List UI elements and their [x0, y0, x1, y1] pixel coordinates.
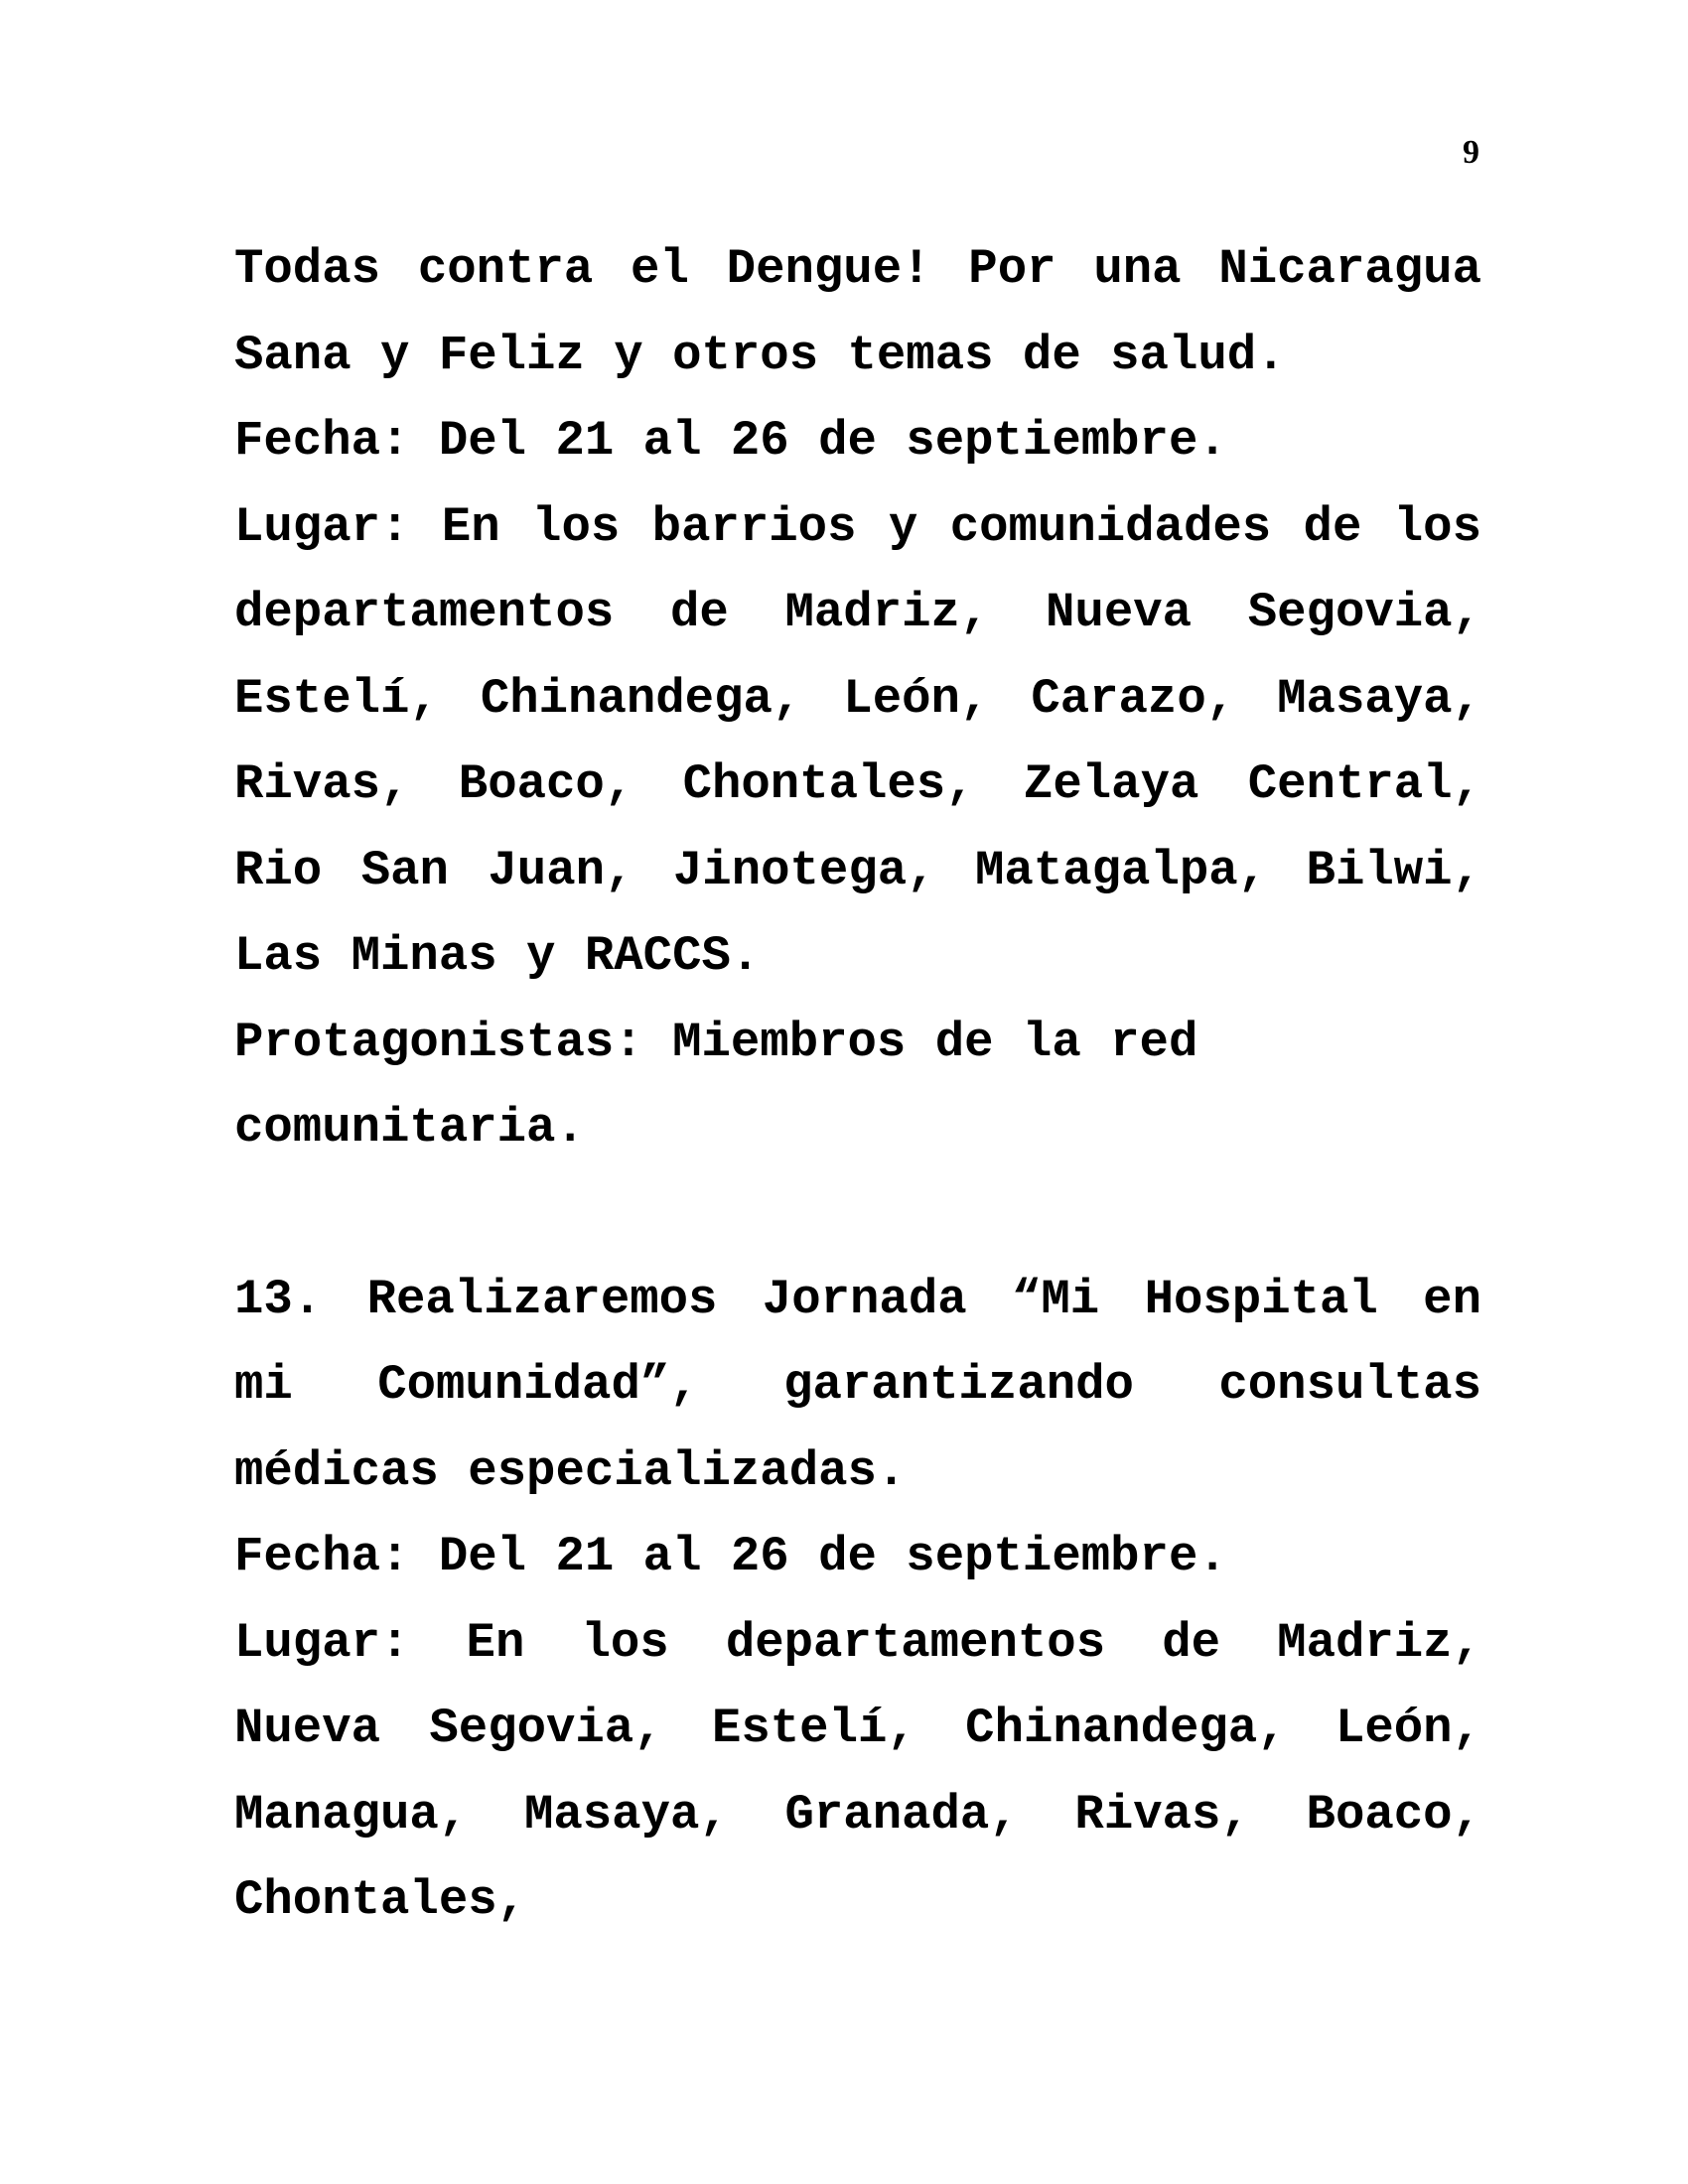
protagonistas-continuation: comunitaria. [234, 1100, 585, 1156]
intro-paragraph: Todas contra el Dengue! Por una Nicaragua Sana y Feliz y otros temas de salud. [234, 241, 1481, 383]
document-body [234, 226, 1481, 1944]
page-number: 9 [1463, 134, 1479, 171]
item-13-title: 13. Realizaremos Jornada “Mi Hospital en mi Comunidad”, garantizando consultas médicas especializadas. [234, 1271, 1481, 1499]
protagonistas-line: Protagonistas: Miembros de la red [234, 1014, 1198, 1070]
lugar-paragraph: Lugar: En los barrios y comunidades de los departamentos de Madriz, Nueva Segovia, Estelí, Chinandega, León, Carazo, Masaya, Rivas, Boaco, Chontales, Zelaya Central, Rio San Juan, Jinotega, Matagalpa, Bilwi, Las Minas y RACCS. [234, 498, 1481, 984]
paragraph-gap [234, 1171, 1481, 1257]
fecha-line: Fecha: Del 21 al 26 de septiembre. [234, 413, 1227, 469]
item-13-fecha: Fecha: Del 21 al 26 de septiembre. [234, 1529, 1227, 1584]
item-13-lugar: Lugar: En los departamentos de Madriz, Nueva Segovia, Estelí, Chinandega, León, Managua, Masaya, Granada, Rivas, Boaco, Chontales, [234, 1614, 1481, 1928]
